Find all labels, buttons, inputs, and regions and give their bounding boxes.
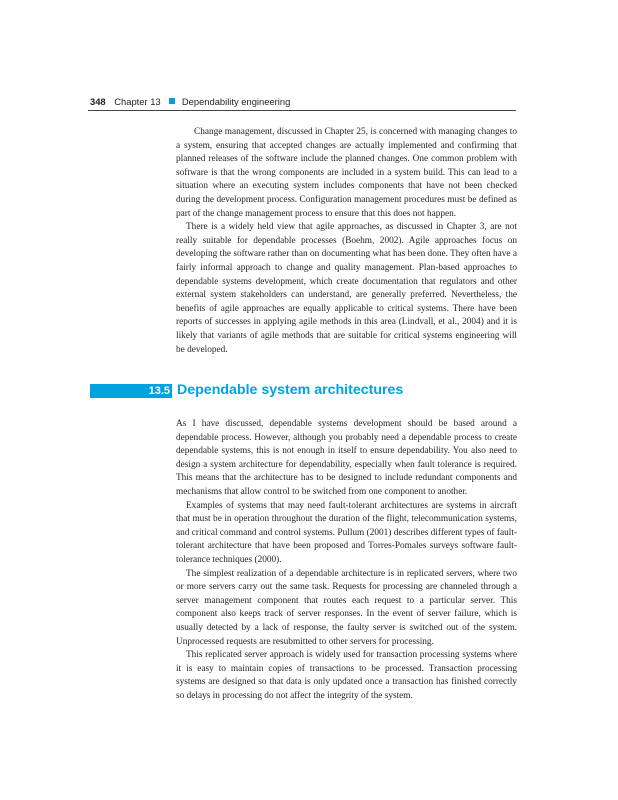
section-number: 13.5 <box>148 385 170 397</box>
page-number: 348 <box>90 96 106 107</box>
header-square-bullet <box>169 98 175 104</box>
paragraph: Examples of systems that may need fault-tolerant architectures are systems in aircraft that must be in operation throughout the duration of the flight, telecommunication systems, and critical command and control systems. Pullum (2001) describes different types of fault-tolerant architecture that have been proposed and Torres-Pomales surveys software fault-tolerance techniques (2000). <box>176 500 517 565</box>
body-text-block-2 <box>176 418 517 703</box>
paragraph: This replicated server approach is widely used for transaction processing systems where it is easy to maintain copies of transactions to be processed. Transaction processing systems are designed so that data is only updated once a transaction has finished correctly so delays in processing do not affect the integrity of the system. <box>176 650 517 701</box>
chapter-label: Chapter 13 <box>114 96 161 107</box>
running-header <box>90 96 516 110</box>
chapter-title: Dependability engineering <box>181 96 291 107</box>
header-rule <box>88 110 516 111</box>
paragraph: The simplest realization of a dependable architecture is in replicated servers, where two or more servers carry out the same task. Requests for processing are channeled through a server management component that routes each request to a particular server. This component also keeps track of server responses. In the event of server failure, which is usually detected by a lack of response, the faulty server is switched out of the system. Unprocessed requests are resubmitted to other servers for processing. <box>176 568 517 647</box>
paragraph: Change management, discussed in Chapter 25, is concerned with managing changes to a system, ensuring that accepted changes are actually implemented and confirming that planned releases of the software include the planned changes. One common problem with software is that the wrong components are included in a system build. This can lead to a situation where an executing system includes components that have not been checked during the development process. Configuration management procedures must be defined as part of the change management process to ensure that this does not happen. <box>176 127 517 219</box>
section-heading: Dependable system architectures <box>177 382 404 398</box>
paragraph: There is a widely held view that agile approaches, as discussed in Chapter 3, are not really suitable for dependable processes (Boehm, 2002). Agile approaches focus on developing the software rather than on documenting what has been done. They often have a fairly informal approach to change and quality management. Plan-based approaches to dependable systems development, which create documentation that regulators and other external system stakeholders can understand, are generally preferred. Nevertheless, the benefits of agile approaches are equally applicable to critical systems. There have been reports of successes in applying agile methods in this area (Lindvall, et al., 2004) and it is likely that variants of agile methods that are suitable for critical systems engineering will be developed. <box>176 222 517 355</box>
body-text-block-1 <box>176 126 517 357</box>
paragraph: As I have discussed, dependable systems development should be based around a dependable process. However, although you probably need a dependable process to create dependable systems, this is not enough in itself to ensure dependability. You also need to design a system architecture for dependability, especially when fault tolerance is required. This means that the architecture has to be designed to include redundant components and mechanisms that allow control to be switched from one component to another. <box>176 419 517 497</box>
